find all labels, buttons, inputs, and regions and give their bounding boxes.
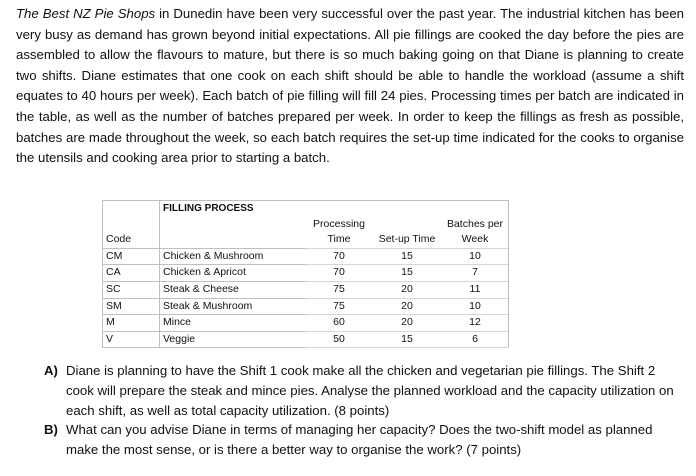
cell-code: CA — [103, 265, 160, 282]
cell-processing: 60 — [306, 315, 372, 332]
intro-text: in Dunedin have been very successful over the past year. The industrial kitchen has been very busy as demand has grown beyond initial expectations. All pie fillings are cooked the day before the pies are assembled to allow the flavours to mature, but there is so much baking going on that Diane is planning to create two shifts. Diane estimates that one cook on each shift should be able to handle the workload (assume a shift equates to 40 hours per week). Each batch of pie filling will fill 24 pies. Processing times per batch are indicated in the table, as well as the number of batches prepared per week. In order to keep the fillings as fresh as possible, batches are made throughout the week, so each batch requires the set-up time indicated for the cooks to organise the utensils and cooking area prior to starting a batch. — [16, 6, 684, 166]
table-header-row — [103, 232, 509, 248]
question-b — [44, 420, 676, 460]
cell-code: SM — [103, 298, 160, 315]
cell-setup: 20 — [372, 315, 442, 332]
cell-batches: 10 — [442, 248, 509, 265]
cell-setup: 15 — [372, 248, 442, 265]
header-batches-line1: Batches per — [442, 217, 509, 233]
cell-batches: 12 — [442, 315, 509, 332]
cell-code: SC — [103, 281, 160, 298]
table-row — [103, 281, 509, 298]
cell-batches: 11 — [442, 281, 509, 298]
question-label: A) — [44, 363, 58, 378]
table-row — [103, 248, 509, 265]
cell-setup: 20 — [372, 298, 442, 315]
cell-name: Chicken & Apricot — [160, 265, 307, 282]
cell-processing: 70 — [306, 248, 372, 265]
intro-paragraph — [16, 4, 684, 169]
table-row — [103, 331, 509, 348]
cell-setup: 15 — [372, 331, 442, 348]
question-text: Diane is planning to have the Shift 1 cook make all the chicken and vegetarian pie fillings. The Shift 2 cook will prepare the steak and mince pies. Analyse the planned workload and the capacity utilization on each shift, as well as total capacity utilization. (8 points) — [66, 363, 674, 418]
cell-code: CM — [103, 248, 160, 265]
filling-process-table — [102, 200, 509, 348]
cell-processing: 75 — [306, 281, 372, 298]
question-a — [44, 361, 676, 420]
cell-setup: 20 — [372, 281, 442, 298]
table-row — [103, 265, 509, 282]
question-list — [44, 361, 676, 460]
company-name: The Best NZ Pie Shops — [16, 6, 156, 21]
cell-batches: 7 — [442, 265, 509, 282]
cell-code: M — [103, 315, 160, 332]
header-code: Code — [103, 232, 160, 248]
header-processing-line2: Time — [327, 233, 351, 246]
cell-code: V — [103, 331, 160, 348]
question-label: B) — [44, 422, 58, 438]
header-batches-line2: Week — [442, 232, 509, 248]
cell-processing: 75 — [306, 298, 372, 315]
cell-name: Veggie — [160, 331, 307, 348]
table-row — [103, 315, 509, 332]
cell-name: Chicken & Mushroom — [160, 248, 307, 265]
table-title-row — [103, 201, 509, 217]
cell-processing: 50 — [306, 331, 372, 348]
cell-processing: 70 — [306, 265, 372, 282]
table-subheader-row — [103, 217, 509, 233]
question-text: What can you advise Diane in terms of managing her capacity? Does the two-shift model as planned make the most sense, or is there a better way to organise the work? (7 points) — [66, 422, 653, 458]
cell-batches: 6 — [442, 331, 509, 348]
cell-batches: 10 — [442, 298, 509, 315]
header-setup: Set-up Time — [378, 233, 436, 246]
header-processing-line1: Processing — [313, 217, 365, 230]
cell-name: Steak & Cheese — [160, 281, 307, 298]
table-section-title: FILLING PROCESS — [160, 201, 307, 217]
cell-setup: 15 — [372, 265, 442, 282]
cell-name: Steak & Mushroom — [160, 298, 307, 315]
table-row — [103, 298, 509, 315]
cell-name: Mince — [160, 315, 307, 332]
